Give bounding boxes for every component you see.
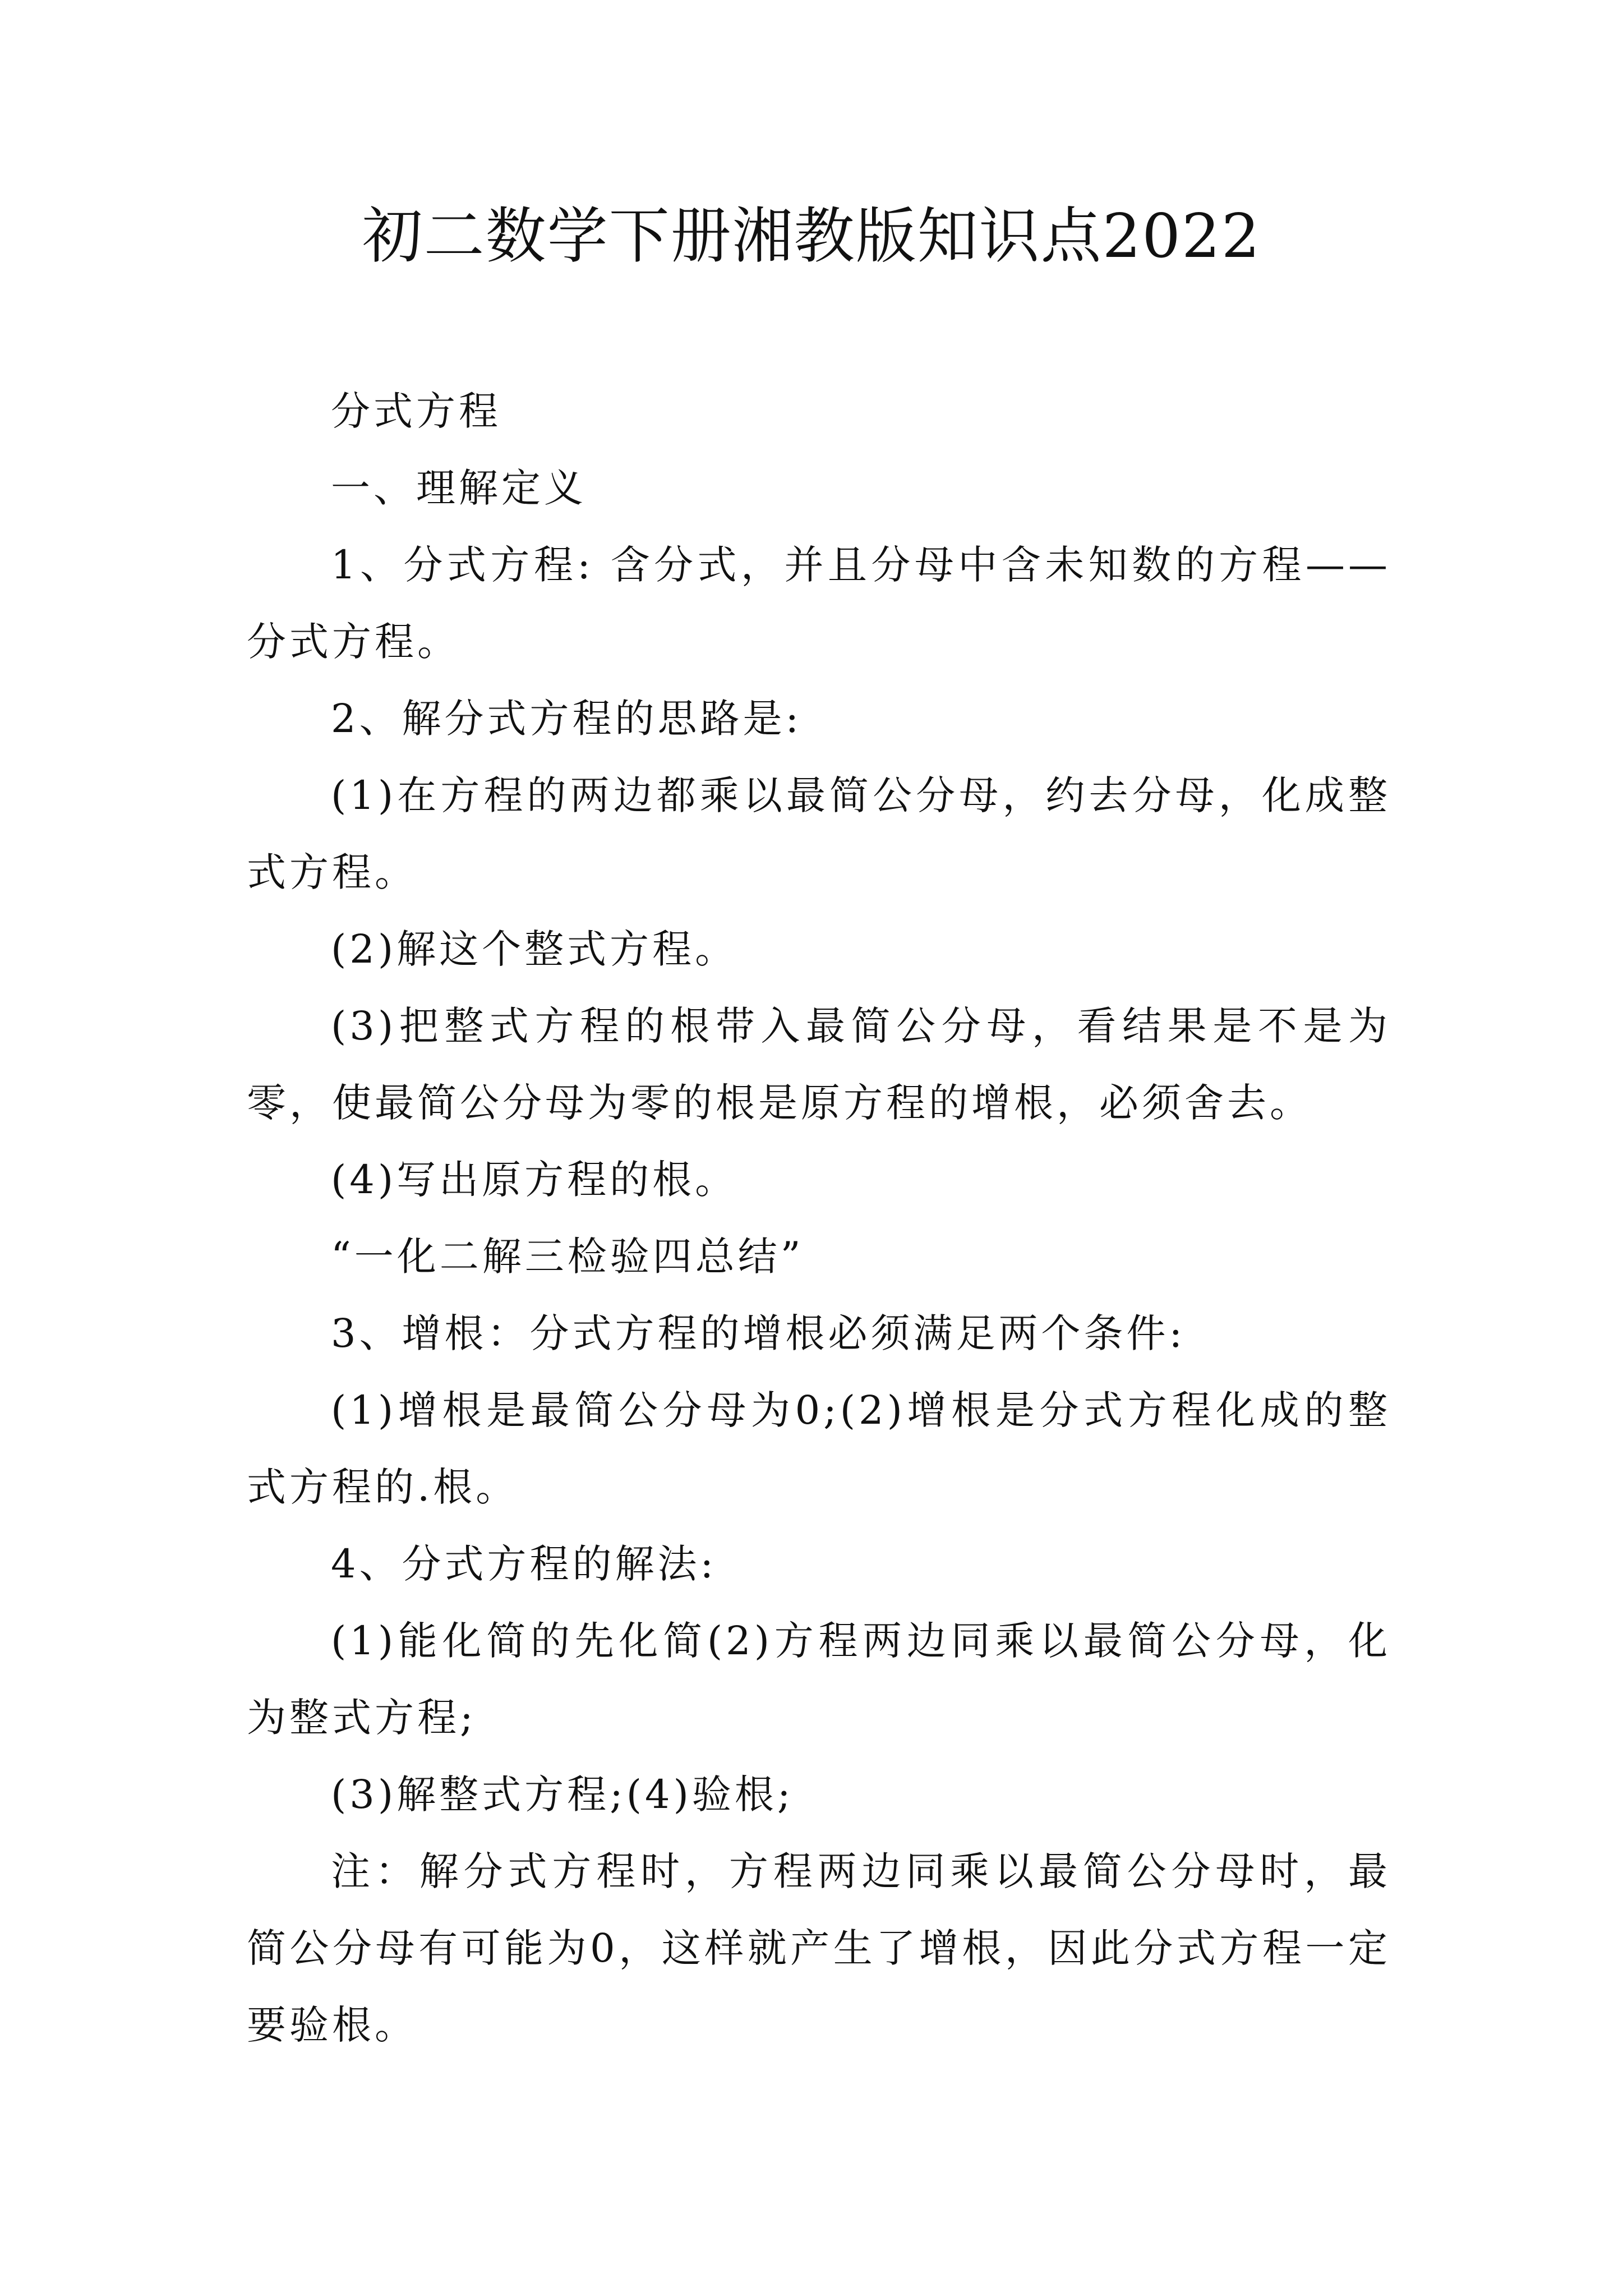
paragraph-definition: 1、分式方程: 含分式，并且分母中含未知数的方程——分式方程。 xyxy=(247,542,1391,665)
paragraph-step-2: (2)解这个整式方程。 xyxy=(331,926,738,972)
paragraph-mnemonic: “一化二解三检验四总结” xyxy=(331,1234,804,1280)
paragraph-step-1: (1)在方程的两边都乘以最简公分母，约去分母，化成整式方程。 xyxy=(247,772,1391,895)
paragraph-method-steps-1-2: (1)能化简的先化简(2)方程两边同乘以最简公分母，化为整式方程; xyxy=(247,1618,1391,1741)
subsection-heading-definitions: 一、理解定义 xyxy=(331,465,587,511)
paragraph-extraneous-root: 3、增根：分式方程的增根必须满足两个条件: xyxy=(331,1310,1186,1356)
paragraph-step-4: (4)写出原方程的根。 xyxy=(331,1157,738,1203)
paragraph-extraneous-conditions: (1)增根是最简公分母为0;(2)增根是分式方程化成的整式方程的.根。 xyxy=(247,1387,1391,1510)
section-heading-fractional-equation: 分式方程 xyxy=(331,388,501,434)
paragraph-step-3: (3)把整式方程的根带入最简公分母，看结果是不是为零，使最简公分母为零的根是原方程的增根，必须舍去。 xyxy=(247,1003,1391,1126)
paragraph-method-steps-3-4: (3)解整式方程;(4)验根; xyxy=(331,1772,794,1818)
document-title: 初二数学下册湘教版知识点2022 xyxy=(362,201,1261,272)
document-body xyxy=(247,373,1391,2064)
paragraph-solution-method: 4、分式方程的解法: xyxy=(331,1541,717,1587)
paragraph-solving-approach: 2、解分式方程的思路是: xyxy=(331,696,803,742)
paragraph-note: 注：解分式方程时，方程两边同乘以最简公分母时，最简公分母有可能为0，这样就产生了增根，因此分式方程一定要验根。 xyxy=(247,1848,1391,2048)
